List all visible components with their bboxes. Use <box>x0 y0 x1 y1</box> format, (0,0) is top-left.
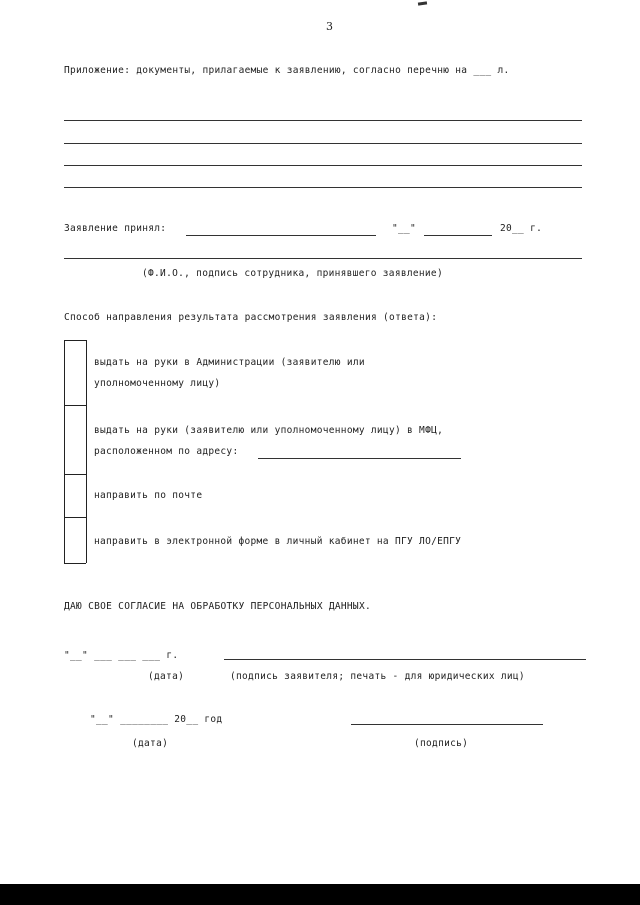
accepted-label: Заявление принял: <box>64 223 167 234</box>
option-electronic-checkbox[interactable] <box>65 518 85 562</box>
appendix-line-3[interactable] <box>64 165 582 166</box>
option-admin-line1: выдать на руки в Администрации (заявителю или <box>94 357 365 368</box>
options-box-divider <box>86 340 87 563</box>
option-mfc-line1: выдать на руки (заявителю или уполномоченному лицу) в МФЦ, <box>94 425 444 436</box>
appendix-line-1[interactable] <box>64 120 582 121</box>
appendix-suffix: л. <box>497 65 510 76</box>
consent-sign-field[interactable] <box>224 659 586 660</box>
appendix-line-2[interactable] <box>64 143 582 144</box>
option-mfc-line2: расположенном по адресу: <box>94 446 239 457</box>
final-sign-caption: (подпись) <box>414 738 469 749</box>
scan-mark <box>418 1 427 5</box>
scan-edge <box>0 884 640 905</box>
consent-sign-caption: (подпись заявителя; печать - для юридических лиц) <box>230 671 525 682</box>
mfc-address-field[interactable] <box>258 458 461 459</box>
option-mfc-checkbox[interactable] <box>65 406 85 473</box>
option-electronic-label: направить в электронной форме в личный кабинет на ПГУ ЛО/ЕПГУ <box>94 536 462 547</box>
option-mail-checkbox[interactable] <box>65 475 85 516</box>
final-date-caption: (дата) <box>132 738 169 749</box>
option-admin-checkbox[interactable] <box>65 341 85 404</box>
method-title: Способ направления результата рассмотрения заявления (ответа): <box>64 312 438 323</box>
options-box-bottom <box>64 563 86 564</box>
accepted-underline <box>64 258 582 259</box>
appendix-blank[interactable]: ___ <box>473 65 492 76</box>
consent-date-caption: (дата) <box>148 671 185 682</box>
accepted-month-field[interactable] <box>424 235 492 236</box>
option-admin-line2: уполномоченному лицу) <box>94 378 221 389</box>
accepted-date-prefix: "__" <box>392 223 417 234</box>
accepted-caption: (Ф.И.О., подпись сотрудника, принявшего заявление) <box>142 268 443 279</box>
consent-title: ДАЮ СВОЕ СОГЛАСИЕ НА ОБРАБОТКУ ПЕРСОНАЛЬНЫХ ДАННЫХ. <box>64 601 371 612</box>
consent-date-line[interactable]: "__" ___ ___ ___ г. <box>64 650 179 661</box>
final-date-line[interactable]: "__" ________ 20__ год <box>90 714 223 725</box>
page-number: 3 <box>326 20 334 33</box>
option-mail-label: направить по почте <box>94 490 203 501</box>
accepted-name-field[interactable] <box>186 235 376 236</box>
final-sign-field[interactable] <box>351 724 543 725</box>
appendix-text <box>64 65 509 76</box>
appendix-label: Приложение: документы, прилагаемые к заявлению, согласно перечню на <box>64 65 468 76</box>
accepted-year: 20__ г. <box>500 223 543 234</box>
appendix-line-4[interactable] <box>64 187 582 188</box>
